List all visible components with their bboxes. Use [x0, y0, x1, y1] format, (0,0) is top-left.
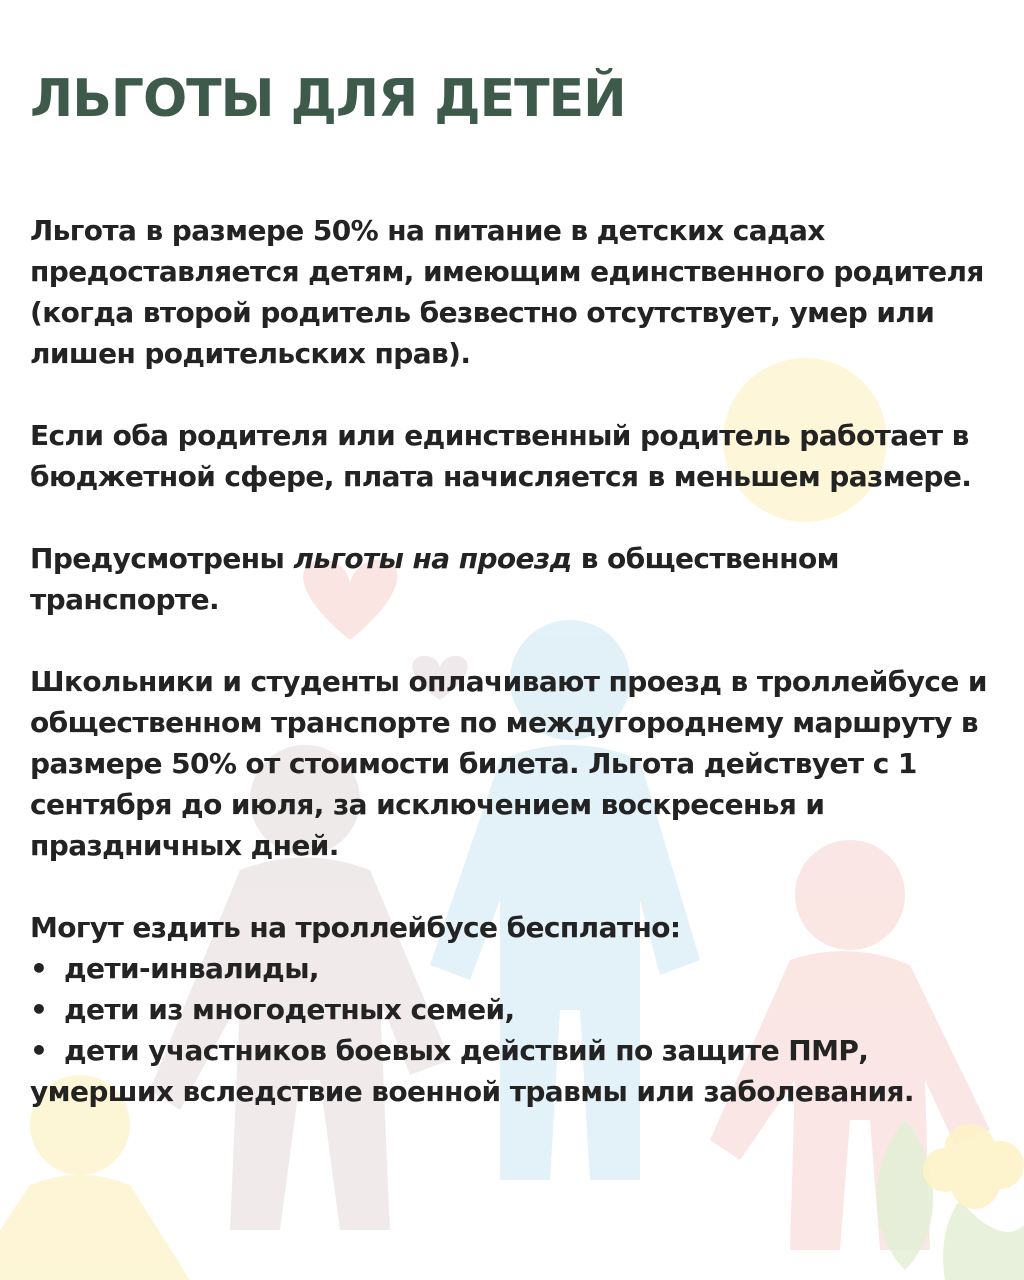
bullet-icon: •	[30, 952, 48, 985]
list-item-text: дети участников боевых действий по защите ПМР,	[64, 1034, 869, 1067]
list-item	[30, 989, 1000, 1030]
background-flower	[923, 1124, 1024, 1209]
list-item-text: дети из многодетных семей,	[64, 993, 515, 1026]
bullet-icon: •	[30, 1034, 48, 1067]
paragraph-budget-sphere: Если оба родителя или единственный родитель работает в бюджетной сфере, плата начисляется в меньшем размере.	[30, 419, 972, 493]
paragraph-kindergarten-benefit: Льгота в размере 50% на питание в детских садах предоставляется детям, имеющим единственного родителя (когда второй родитель безвестно отсутствует, умер или лишен родительских прав).	[30, 214, 984, 370]
list-item	[30, 1030, 1000, 1071]
free-travel-intro: Могут ездить на троллейбусе бесплатно:	[30, 911, 681, 944]
list-tail-text: умерших вследствие военной травмы или заболевания.	[30, 1075, 914, 1108]
main-content	[30, 68, 1000, 1112]
transport-text-after: в общественном транспорте.	[30, 542, 839, 616]
transport-text-italic: льготы на проезд	[293, 542, 572, 575]
list-item	[30, 948, 1000, 989]
transport-text-before: Предусмотрены	[30, 542, 294, 575]
paragraph-transport-benefit	[30, 538, 1000, 620]
page-title: ЛЬГОТЫ ДЛЯ ДЕТЕЙ	[30, 69, 626, 129]
bullet-icon: •	[30, 993, 48, 1026]
list-item-text: дети-инвалиды,	[64, 952, 319, 985]
free-travel-list	[30, 948, 1000, 1071]
paragraph-students-fare: Школьники и студенты оплачивают проезд в троллейбусе и общественном транспорте по междугороднему маршруту в размере 50% от стоимости билета. Льгота действует с 1 сентября до июля, за исключением воскресенья и праздничных дней.	[30, 665, 987, 862]
